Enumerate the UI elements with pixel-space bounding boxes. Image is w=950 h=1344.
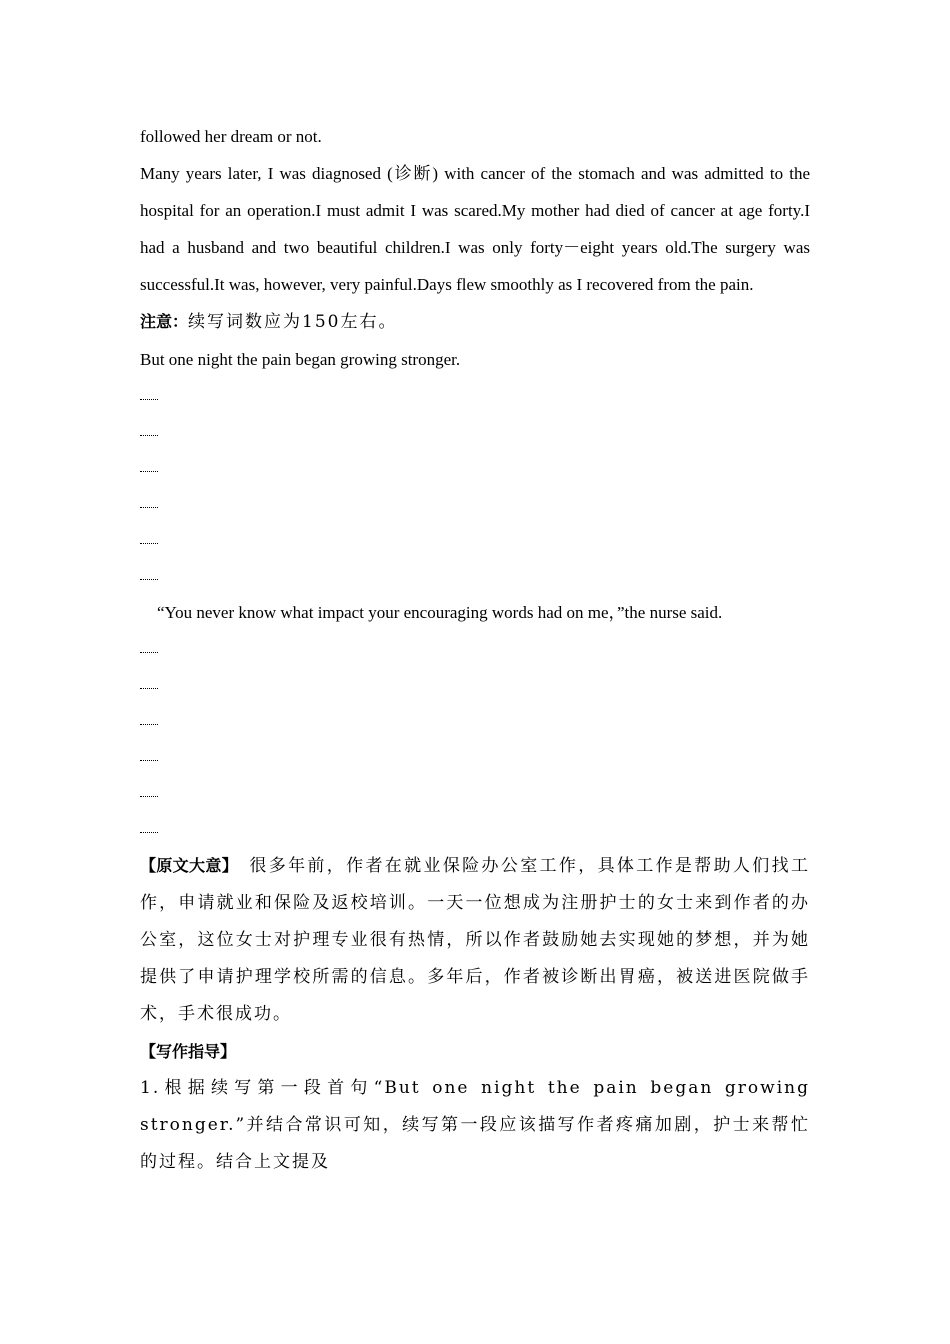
passage-paragraph: Many years later, I was diagnosed (诊断) with cancer of the stomach and was admitted to the hospital for an operation.I must admit I was scared.My mother had died of cancer at age forty.I had a husband and two beautiful children.I was only forty－eight years old.The surgery was successful.It was, however, very painful.Days flew smoothly as I recovered from the pain. bbox=[140, 164, 810, 294]
summary-label: 【原文大意】 bbox=[140, 856, 231, 875]
document-page bbox=[140, 118, 810, 1181]
answer-line[interactable] bbox=[140, 739, 810, 775]
answer-line[interactable] bbox=[140, 667, 810, 703]
answer-line[interactable] bbox=[140, 522, 810, 558]
answer-line[interactable] bbox=[140, 703, 810, 739]
answer-line[interactable] bbox=[140, 378, 810, 414]
note-label: 注意： bbox=[140, 312, 189, 331]
summary-text: 很多年前，作者在就业保险办公室工作，具体工作是帮助人们找工作，申请就业和保险及返校培训。一天一位想成为注册护士的女士来到作者的办公室，这位女士对护理专业很有热情，所以作者鼓励她去实现她的梦想，并为她提供了申请护理学校所需的信息。多年后，作者被诊断出胃癌，被送进医院做手术，手术很成功。 bbox=[140, 856, 810, 1024]
continuation-prompt-2: “You never know what impact your encouraging words had on me，”the nurse said. bbox=[157, 603, 723, 622]
answer-line[interactable] bbox=[140, 414, 810, 450]
answer-line[interactable] bbox=[140, 631, 810, 667]
answer-line[interactable] bbox=[140, 486, 810, 522]
passage-line-continued: followed her dream or not. bbox=[140, 127, 322, 146]
guide-heading bbox=[140, 1033, 810, 1070]
guide-item-1: 1.根据续写第一段首句“But one night the pain began growing stronger.”并结合常识可知，续写第一段应该描写作者疼痛加剧，护士来帮忙的过程。结合上文提及 bbox=[140, 1078, 810, 1172]
word-count-note bbox=[140, 303, 810, 341]
answer-line[interactable] bbox=[140, 775, 810, 811]
answer-line[interactable] bbox=[140, 811, 810, 847]
answer-line[interactable] bbox=[140, 450, 810, 486]
note-text: 续写词数应为150左右。 bbox=[188, 312, 398, 332]
summary-paragraph bbox=[140, 847, 810, 1033]
answer-lines-2 bbox=[140, 631, 810, 847]
guide-label: 【写作指导】 bbox=[140, 1042, 237, 1061]
answer-lines-1 bbox=[140, 378, 810, 594]
continuation-prompt-1: But one night the pain began growing stronger. bbox=[140, 350, 461, 369]
answer-line[interactable] bbox=[140, 558, 810, 594]
